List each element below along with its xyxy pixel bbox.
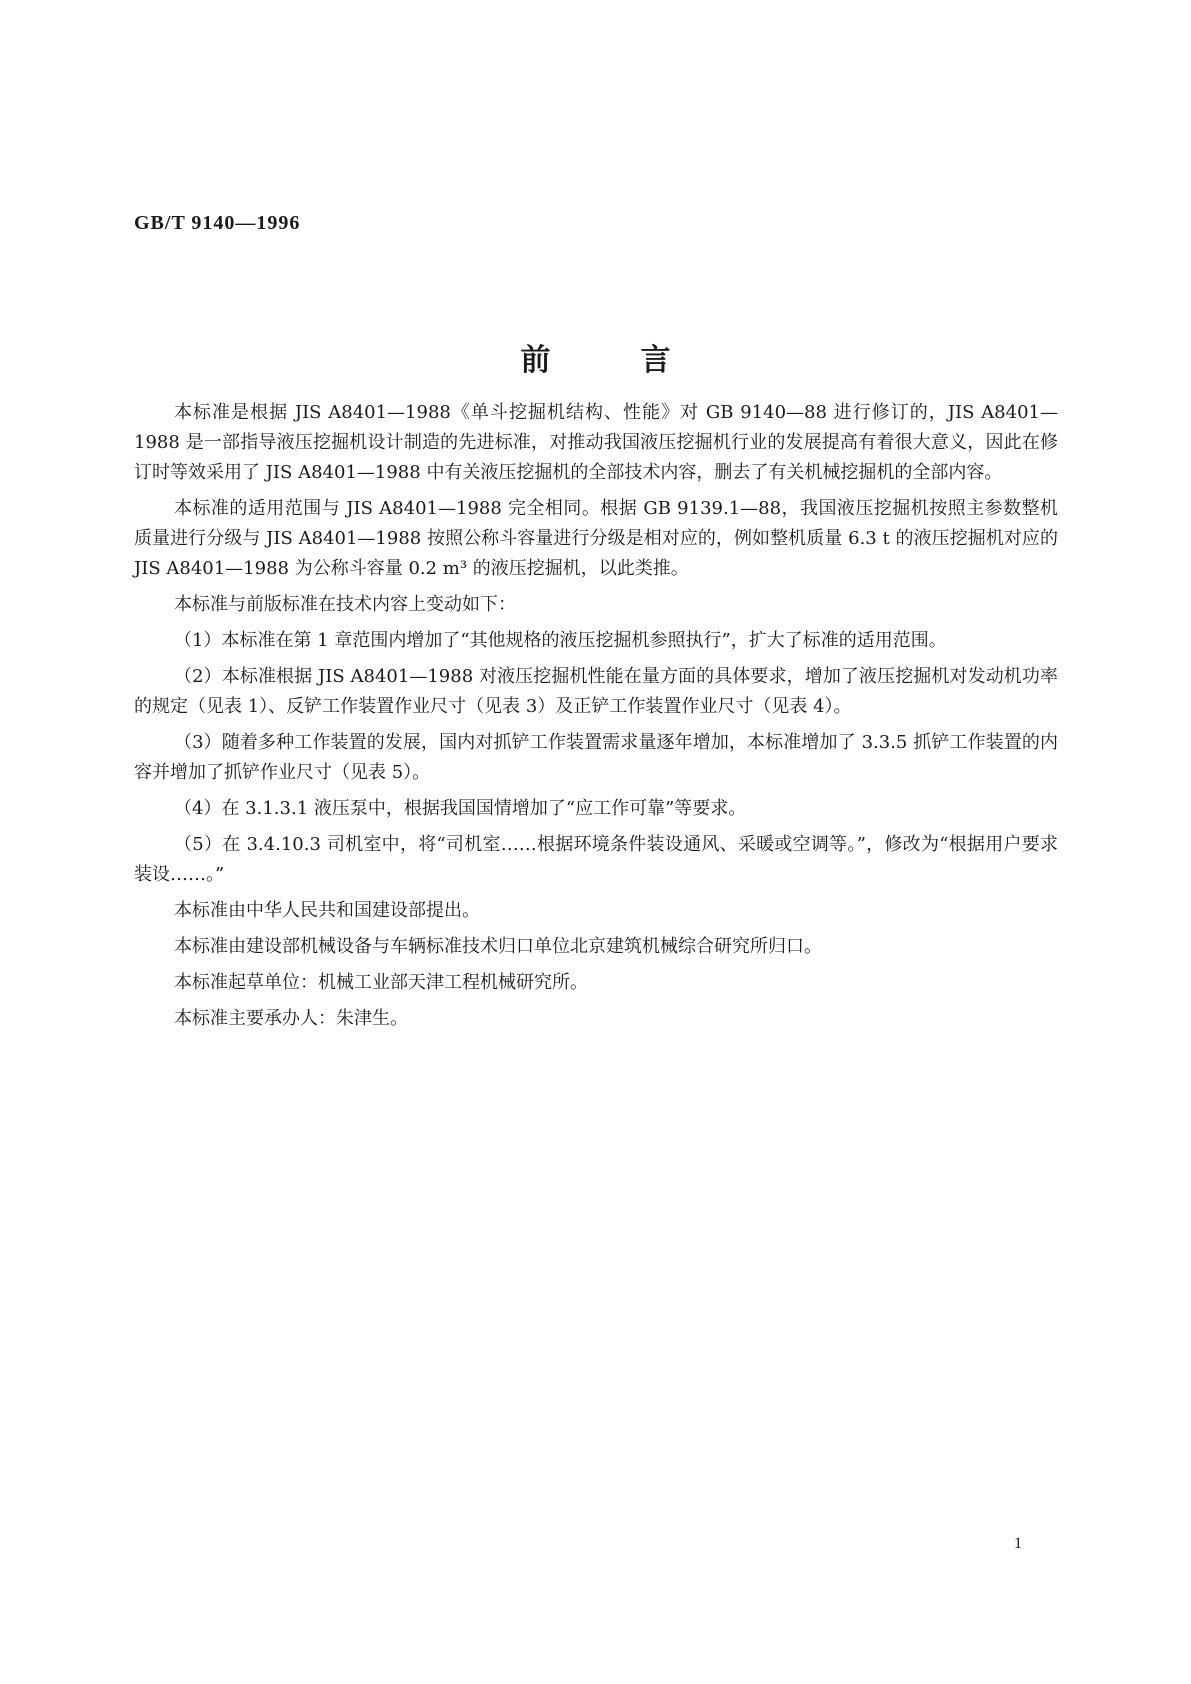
page-number: 1 [1014,1535,1022,1552]
paragraph-changes-intro: 本标准与前版标准在技术内容上变动如下： [174,594,516,615]
paragraph-proposer: 本标准由中华人民共和国建设部提出。 [174,900,480,921]
document-code: GB/T 9140—1996 [134,212,301,234]
foreword-body [134,398,1058,1040]
paragraph-change-4: （4）在 3.1.3.1 液压泵中，根据我国国情增加了“应工作可靠”等要求。 [174,798,747,819]
page-title: 前言 [520,343,761,378]
paragraph-drafting-unit: 本标准起草单位：机械工业部天津工程机械研究所。 [174,972,588,993]
paragraph-change-1: （1）本标准在第 1 章范围内增加了“其他规格的液压挖掘机参照执行”，扩大了标准的适用范围。 [174,630,947,651]
paragraph-scope: 本标准的适用范围与 JIS A8401—1988 完全相同。根据 GB 9139.1—88，我国液压挖掘机按照主参数整机质量进行分级与 JIS A8401—1988 按照公称斗容量进行分级是相对应的，例如整机质量 6.3 t 的液压挖掘机对应的 JIS A8401—1988 为公称斗容量 0.2 m³ 的液压挖掘机，以此类推。 [134,498,1058,579]
paragraph-change-3: （3）随着多种工作装置的发展，国内对抓铲工作装置需求量逐年增加，本标准增加了 3.3.5 抓铲工作装置的内容并增加了抓铲作业尺寸（见表 5）。 [134,732,1058,783]
paragraph-change-2: （2）本标准根据 JIS A8401—1988 对液压挖掘机性能在量方面的具体要求，增加了液压挖掘机对发动机功率的规定（见表 1）、反铲工作装置作业尺寸（见表 3）及正铲工作装置作业尺寸（见表 4）。 [134,666,1058,717]
paragraph-change-5: （5）在 3.4.10.3 司机室中，将“司机室……根据环境条件装设通风、采暖或空调等。”，修改为“根据用户要求装设……。” [134,834,1058,885]
paragraph-administrator: 本标准由建设部机械设备与车辆标准技术归口单位北京建筑机械综合研究所归口。 [174,936,822,957]
paragraph-main-drafter: 本标准主要承办人：朱津生。 [174,1008,408,1029]
paragraph-revision-basis: 本标准是根据 JIS A8401—1988《单斗挖掘机结构、性能》对 GB 9140—88 进行修订的，JIS A8401—1988 是一部指导液压挖掘机设计制造的先进标准，对推动我国液压挖掘机行业的发展提高有着很大意义，因此在修订时等效采用了 JIS A8401—1988 中有关液压挖掘机的全部技术内容，删去了有关机械挖掘机的全部内容。 [134,402,1058,483]
